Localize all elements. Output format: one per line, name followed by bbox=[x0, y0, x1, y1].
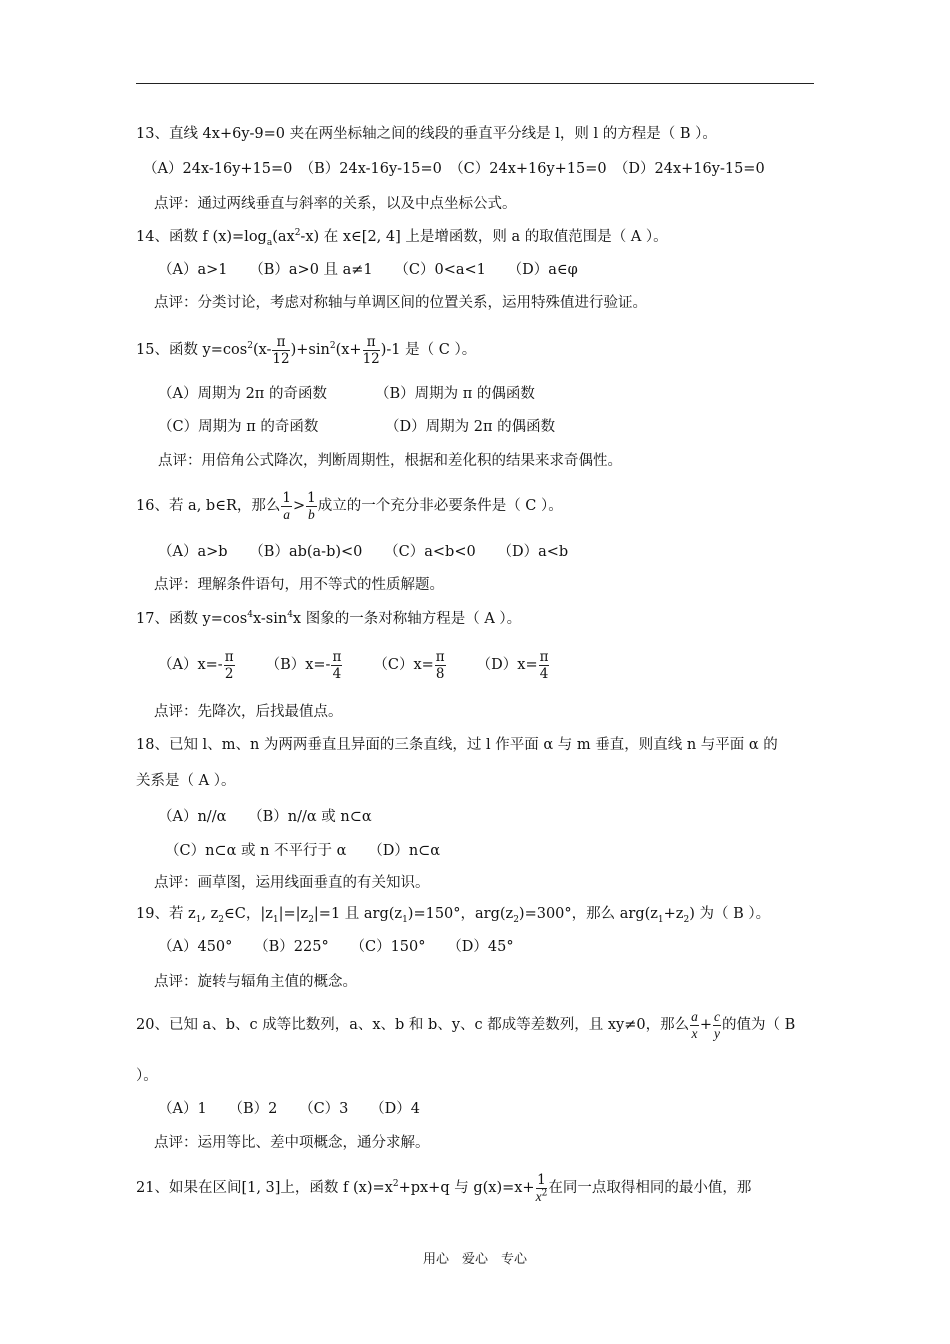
q17-options: （A）x=- $\frac{\pi}{2}$ （B）x=- $\frac{\pi}{4}$ （C）x= $\frac{\pi}{8}$ （D）x= $\frac{\pi}{4}$ bbox=[158, 648, 549, 682]
q14-stem: 14、函数 f $(x)=\log_a(ax^2-x)$ 在 x∈[2, 4] 上是增函数，则 a 的取值范围是（ A ）。 bbox=[136, 228, 668, 248]
q18-stem-line1: 18、已知 l、m、n 为两两垂直且异面的三条直线，过 l 作平面 α 与 m 垂直，则直线 n 与平面 α 的 bbox=[136, 737, 778, 753]
q15-option-b: （B）周期为 π 的偶函数 bbox=[375, 386, 535, 402]
q17-stem: 17、函数 $y=\cos^4x-\sin^4x$ 图象的一条对称轴方程是（ A ）。 bbox=[136, 610, 522, 627]
q17-fraction-c: $\frac{\pi}{8}$ bbox=[435, 648, 445, 682]
q18-options-line1: （A）n//α （B）n//α 或 n⊂α bbox=[158, 809, 372, 825]
q13-comment: 点评：通过两线垂直与斜率的关系，以及中点坐标公式。 bbox=[154, 196, 517, 212]
q18-stem-line2: 关系是（ A ）。 bbox=[136, 773, 236, 789]
q17-fraction-d: $\frac{\pi}{4}$ bbox=[539, 648, 549, 682]
q17-fraction-b: $\frac{\pi}{4}$ bbox=[332, 648, 342, 682]
q21-stem: 21、如果在区间[1, 3]上，函数 f $(x)=x^2+px+q$ 与 g(x)=x+ $\frac{1}{x^2}$ 在同一点取得相同的最小值，那 bbox=[136, 1171, 752, 1204]
q20-stem-line2: ）。 bbox=[136, 1068, 158, 1084]
q19-comment: 点评：旋转与辐角主值的概念。 bbox=[154, 974, 357, 990]
q20-stem: 20、已知 a、b、c 成等比数列，a、x、b 和 b、y、c 都成等差数列，且 xy≠0，那么 $\frac{a}{x}$ + $\frac{c}{y}$ 的值为（ B bbox=[136, 1008, 796, 1041]
q16-options: （A）a>b （B）ab(a-b)<0 （C）a<b<0 （D）a<b bbox=[158, 544, 569, 560]
header-rule bbox=[136, 83, 814, 84]
q15-fraction-1: $\frac{\pi}{12}$ bbox=[272, 333, 290, 367]
q15-option-d: （D）周期为 2π 的偶函数 bbox=[385, 419, 556, 435]
q18-comment: 点评：画草图，运用线面垂直的有关知识。 bbox=[154, 875, 430, 891]
q16-comment: 点评：理解条件语句，用不等式的性质解题。 bbox=[154, 577, 444, 593]
q15-option-a: （A）周期为 2π 的奇函数 bbox=[158, 386, 327, 402]
q15-comment: 点评：用倍角公式降次，判断周期性，根据和差化积的结果来求奇偶性。 bbox=[158, 453, 622, 469]
q15-option-c: （C）周期为 π 的奇函数 bbox=[158, 419, 319, 435]
q20-fraction-1: $\frac{a}{x}$ bbox=[691, 1008, 698, 1041]
q17-fraction-a: $\frac{\pi}{2}$ bbox=[224, 648, 234, 682]
q21-fraction: $\frac{1}{x^2}$ bbox=[535, 1171, 548, 1204]
q16-fraction-1: $\frac{1}{a}$ bbox=[282, 489, 291, 522]
q20-comment: 点评：运用等比、差中项概念，通分求解。 bbox=[154, 1135, 430, 1151]
q20-options: （A）1 （B）2 （C）3 （D）4 bbox=[158, 1101, 420, 1117]
q19-options: （A）450° （B）225° （C）150° （D）45° bbox=[158, 939, 514, 955]
q14-comment: 点评：分类讨论，考虑对称轴与单调区间的位置关系，运用特殊值进行验证。 bbox=[154, 295, 647, 311]
q13-options: （A）24x-16y+15=0 （B）24x-16y-15=0 （C）24x+16y+15=0 （D）24x+16y-15=0 bbox=[143, 161, 765, 177]
q20-fraction-2: $\frac{c}{y}$ bbox=[714, 1008, 720, 1041]
q14-options: （A）a>1 （B）a>0 且 a≠1 （C）0<a<1 （D）a∈φ bbox=[158, 262, 578, 278]
q16-stem: 16、若 a, b∈R，那么 $\frac{1}{a}$ > $\frac{1}{b}$ 成立的一个充分非必要条件是（ C ）。 bbox=[136, 489, 563, 522]
q19-stem: 19、若 $z_1$, $z_2\in C$，$|z_1|=|z_2|=1$ 且 $arg(z_1)=150^\circ$，$arg(z_2)=300^\circ$，那么 $arg(z_1+z_2)$ 为（ B ）。 bbox=[136, 906, 771, 925]
q13-stem: 13、直线 4x+6y-9=0 夹在两坐标轴之间的线段的垂直平分线是 l，则 l 的方程是（ B ）。 bbox=[136, 126, 717, 142]
q15-fraction-2: $\frac{\pi}{12}$ bbox=[362, 333, 380, 367]
q16-fraction-2: $\frac{1}{b}$ bbox=[307, 489, 316, 522]
q17-comment: 点评：先降次，后找最值点。 bbox=[154, 704, 343, 720]
page-footer: 用心 爱心 专心 bbox=[422, 1252, 527, 1267]
q15-stem: 15、函数 $y=\cos^2(x-$ $\frac{\pi}{12}$ )$+\sin^2(x+$ $\frac{\pi}{12}$ )-1 是（ C ）。 bbox=[136, 333, 477, 367]
q18-options-line2: （C）n⊂α 或 n 不平行于 α （D）n⊂α bbox=[165, 843, 441, 859]
